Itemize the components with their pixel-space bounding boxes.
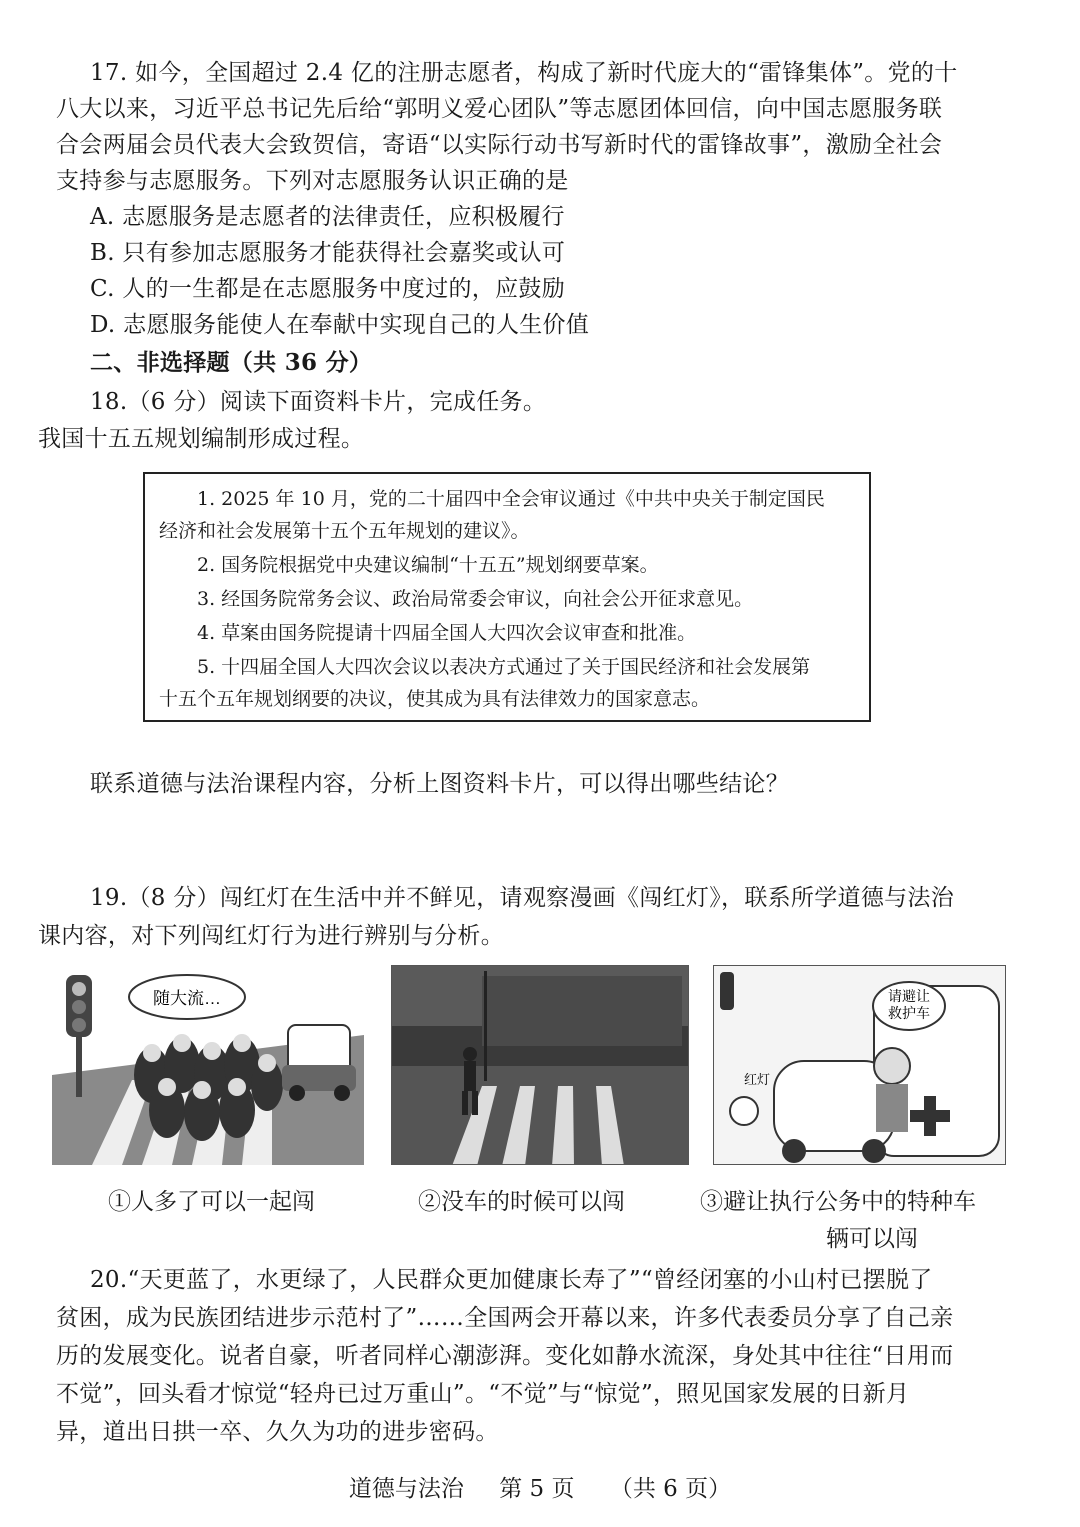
cartoon-night-panel	[391, 965, 689, 1165]
caption-2: ②没车的时候可以闯	[418, 1189, 625, 1215]
footer-page: 第 5 页	[499, 1476, 575, 1502]
section-heading: 二、非选择题（共 36 分）	[90, 349, 373, 376]
page-footer	[0, 1470, 1080, 1503]
card-line: 十五个五年规划纲要的决议，使其成为具有法律效力的国家意志。	[159, 688, 711, 710]
q20-line-4: 不觉”，回头看才惊觉“轻舟已过万重山”。“不觉”与“惊觉”，照见国家发展的日新月	[56, 1381, 910, 1407]
card-line: 1. 2025 年 10 月，党的二十届四中全会审议通过《中共中央关于制定国民	[197, 488, 825, 510]
q20-line-2: 贫困，成为民族团结进步示范村了”……全国两会开幕以来，许多代表委员分享了自己亲	[56, 1305, 954, 1331]
q18-stem: 18.（6 分）阅读下面资料卡片，完成任务。	[90, 389, 547, 415]
bubble-line: 救护车	[888, 1005, 930, 1021]
sign-text: 红灯	[744, 1072, 771, 1087]
q20-line-5: 异，道出日拱一卒、久久为功的进步密码。	[56, 1419, 499, 1445]
crowd-illustration	[52, 965, 364, 1165]
ambulance-illustration	[714, 966, 1006, 1165]
q20-line-1: 20.“天更蓝了，水更绿了，人民群众更加健康长寿了”“曾经闭塞的小山村已摆脱了	[90, 1267, 933, 1293]
q17-line-2: 八大以来，习近平总书记先后给“郭明义爱心团队”等志愿团体回信，向中国志愿服务联	[56, 96, 943, 122]
card-line: 4. 草案由国务院提请十四届全国人大四次会议审查和批准。	[197, 622, 697, 644]
card-line: 2. 国务院根据党中央建议编制“十五五”规划纲要草案。	[197, 554, 659, 576]
caption-3: ③避让执行公务中的特种车	[700, 1189, 976, 1215]
cartoon-crowd-panel	[52, 965, 364, 1165]
footer-total: （共 6 页）	[609, 1476, 732, 1502]
q18-question: 联系道德与法治课程内容，分析上图资料卡片，可以得出哪些结论？	[90, 771, 789, 797]
q19-line-1: 19.（8 分）闯红灯在生活中并不鲜见，请观察漫画《闯红灯》，联系所学道德与法治	[90, 885, 955, 911]
q17-line-1: 17. 如今，全国超过 2.4 亿的注册志愿者，构成了新时代庞大的“雷锋集体”。党的十	[90, 60, 958, 86]
card-line: 经济和社会发展第十五个五年规划的建议》。	[159, 520, 530, 542]
caption-1: ①人多了可以一起闯	[108, 1189, 315, 1215]
info-card	[143, 472, 871, 722]
q17-line-4: 支持参与志愿服务。下列对志愿服务认识正确的是	[56, 168, 569, 194]
q17-line-3: 合会两届会员代表大会致贺信，寄语“以实际行动书写新时代的雷锋故事”，激励全社会	[56, 132, 943, 158]
caption-3-cont: 辆可以闯	[826, 1226, 918, 1252]
q17-option-b: B. 只有参加志愿服务才能获得社会嘉奖或认可	[90, 240, 566, 266]
q17-option-a: A. 志愿服务是志愿者的法律责任，应积极履行	[90, 204, 565, 230]
q17-option-d: D. 志愿服务能使人在奉献中实现自己的人生价值	[90, 312, 590, 338]
cartoon-ambulance-panel	[713, 965, 1006, 1165]
bubble-line: 请避让	[888, 988, 930, 1004]
q17-option-c: C. 人的一生都是在志愿服务中度过的，应鼓励	[90, 276, 566, 302]
card-line: 5. 十四届全国人大四次会议以表决方式通过了关于国民经济和社会发展第	[197, 656, 811, 678]
night-crossing-illustration	[392, 966, 689, 1165]
q19-line-2: 课内容，对下列闯红灯行为进行辨别与分析。	[38, 923, 504, 949]
card-line: 3. 经国务院常务会议、政治局常委会审议，向社会公开征求意见。	[197, 588, 754, 610]
bubble-text: 随大流…	[153, 989, 221, 1008]
q20-line-3: 历的发展变化。说者自豪，听者同样心潮澎湃。变化如静水流深，身处其中往往“日用而	[56, 1343, 954, 1369]
q18-intro: 我国十五五规划编制形成过程。	[38, 426, 365, 452]
footer-subject: 道德与法治	[348, 1476, 464, 1502]
